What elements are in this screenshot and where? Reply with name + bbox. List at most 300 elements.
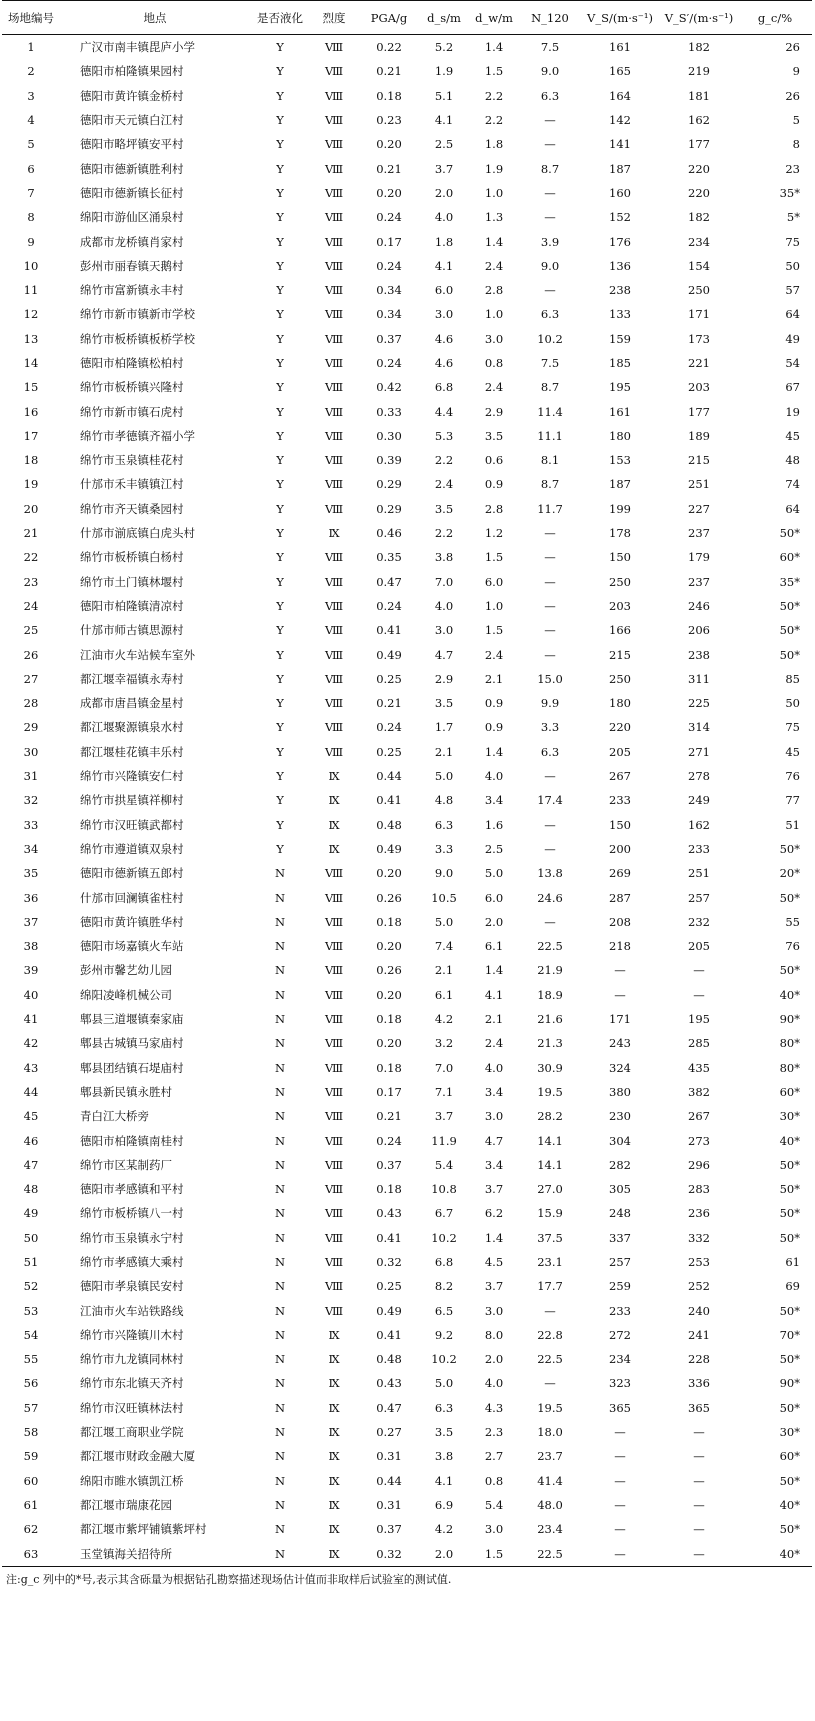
table-cell: Ⅷ	[324, 1279, 344, 1294]
table-cell: 1.0	[484, 307, 504, 322]
table-cell: 28	[23, 696, 39, 711]
table-cell: 彭州市丽春镇天鹅村	[80, 258, 184, 273]
table-cell: 257	[688, 890, 710, 905]
table-cell: 435	[688, 1060, 710, 1075]
table-cell: 5	[27, 137, 35, 152]
table-cell: 9.0	[540, 64, 560, 79]
table-cell: 0.29	[376, 477, 402, 492]
table-cell: 0.41	[376, 623, 402, 638]
table-cell: 德阳市孝泉镇民安村	[80, 1279, 184, 1294]
table-cell: 28.2	[537, 1109, 563, 1124]
table-cell: 0.35	[376, 550, 402, 565]
table-row	[2, 1323, 812, 1347]
table-cell: 17	[23, 428, 39, 443]
table-cell: N	[274, 1182, 286, 1197]
table-cell: 德阳市德新镇胜利村	[80, 161, 184, 176]
table-cell: 27	[23, 671, 39, 686]
table-cell: 69	[785, 1279, 800, 1294]
table-cell: 1.8	[434, 234, 454, 249]
table-cell: 2.2	[484, 88, 504, 103]
table-cell: 23	[23, 574, 39, 589]
table-row	[2, 1541, 812, 1566]
table-cell: 10.2	[537, 331, 563, 346]
table-cell: 3.0	[434, 623, 454, 638]
table-cell: 0.20	[376, 866, 402, 881]
table-cell: 2.1	[434, 744, 454, 759]
table-cell: 50*	[779, 1400, 800, 1415]
table-cell: N	[274, 1133, 286, 1148]
table-cell: 2.0	[484, 914, 504, 929]
table-cell: 3.0	[434, 307, 454, 322]
table-cell: 296	[688, 1157, 710, 1172]
table-cell: 230	[609, 1109, 631, 1124]
table-row	[2, 278, 812, 302]
table-cell: 50	[23, 1230, 39, 1245]
table-cell: 绵竹市齐天镇桑园村	[80, 501, 184, 516]
table-cell: 332	[688, 1230, 710, 1245]
table-cell: 4.6	[434, 331, 454, 346]
table-row	[2, 667, 812, 691]
table-cell: 26	[785, 40, 800, 55]
table-cell: 0.30	[376, 428, 402, 443]
table-cell: 6.8	[434, 380, 454, 395]
table-cell: 德阳市柏隆镇果园村	[80, 64, 184, 79]
table-cell: 21.9	[537, 963, 563, 978]
table-cell: Ⅸ	[328, 841, 340, 856]
table-cell: N	[274, 1449, 286, 1464]
table-cell: 26	[23, 647, 39, 662]
table-cell: 德阳市柏隆镇南桂村	[80, 1133, 184, 1148]
table-cell: 0.48	[376, 1352, 402, 1367]
table-cell: 40*	[779, 1497, 800, 1512]
table-cell: 6.5	[434, 1303, 454, 1318]
table-cell: 203	[688, 380, 710, 395]
table-cell: 青白江大桥旁	[80, 1109, 149, 1124]
table-cell: 2.4	[484, 1036, 504, 1051]
table-row	[2, 715, 812, 739]
table-cell: —	[544, 283, 556, 298]
table-cell: 6.7	[434, 1206, 454, 1221]
table-row	[2, 1420, 812, 1444]
table-cell: 都江堰市财政金融大厦	[80, 1449, 195, 1464]
table-cell: 2.8	[484, 501, 504, 516]
table-cell: 8	[792, 137, 800, 152]
table-cell: 绵竹市孝感镇大乘村	[80, 1254, 184, 1269]
table-cell: 166	[609, 623, 631, 638]
table-row	[2, 1444, 812, 1468]
table-cell: Ⅷ	[324, 64, 344, 79]
table-cell: Ⅷ	[324, 574, 344, 589]
table-cell: 85	[785, 671, 800, 686]
table-cell: 177	[688, 137, 710, 152]
table-cell: 广汉市南丰镇毘庐小学	[80, 40, 195, 55]
table-cell: 德阳市德新镇长征村	[80, 185, 184, 200]
table-cell: 1.3	[484, 210, 504, 225]
table-row	[2, 1396, 812, 1420]
table-cell: 233	[688, 841, 710, 856]
table-cell: 47	[23, 1157, 39, 1172]
column-header: N_120	[520, 1, 580, 35]
table-cell: 23.4	[537, 1522, 563, 1537]
table-cell: 4.4	[434, 404, 454, 419]
table-cell: 285	[688, 1036, 710, 1051]
table-cell: Ⅷ	[324, 987, 344, 1002]
table-cell: 5.0	[434, 1376, 454, 1391]
table-cell: —	[693, 1425, 705, 1440]
table-row	[2, 1371, 812, 1395]
table-row	[2, 399, 812, 423]
table-cell: 0.42	[376, 380, 402, 395]
table-cell: 0.18	[376, 88, 402, 103]
table-cell: 2.0	[420, 1541, 468, 1566]
table-cell: 154	[688, 258, 710, 273]
table-cell: 267	[609, 769, 631, 784]
table-cell: Ⅷ	[324, 1012, 344, 1027]
table-cell: 150	[609, 550, 631, 565]
table-cell: 32	[23, 793, 39, 808]
table-cell: 德阳市柏隆镇松柏村	[80, 356, 184, 370]
table-cell: 3.3	[434, 841, 454, 856]
table-cell: 6.0	[434, 283, 454, 298]
table-cell: 46	[23, 1133, 39, 1148]
table-row	[2, 132, 812, 156]
table-cell: 90*	[779, 1376, 800, 1391]
table-row	[2, 934, 812, 958]
table-cell: 绵竹市板桥镇兴隆村	[80, 380, 184, 395]
table-cell: 0.23	[376, 113, 402, 128]
table-cell: 14	[23, 356, 39, 370]
table-cell: 0.32	[376, 1254, 402, 1269]
table-cell: N	[274, 1352, 286, 1367]
table-cell: 绵竹市孝德镇齐福小学	[80, 428, 195, 443]
table-cell: 2.1	[484, 671, 504, 686]
table-cell: 40*	[779, 987, 800, 1002]
table-cell: 8	[27, 210, 35, 225]
column-header: 场地编号	[2, 1, 60, 35]
table-cell: 337	[609, 1230, 631, 1245]
table-cell: 23	[785, 161, 800, 176]
table-cell: 0.43	[376, 1376, 402, 1391]
table-cell: 59	[23, 1449, 39, 1464]
table-cell: Y	[276, 380, 284, 395]
table-cell: 6.3	[434, 817, 454, 832]
table-cell: N	[274, 890, 286, 905]
table-cell: N	[274, 1425, 286, 1440]
table-cell: 50*	[779, 598, 800, 613]
table-cell: 0.29	[376, 501, 402, 516]
table-cell: 215	[688, 453, 710, 468]
table-cell: Ⅸ	[328, 793, 340, 808]
table-cell: N	[274, 914, 286, 929]
table-cell: Ⅷ	[324, 258, 344, 273]
table-cell: 17.4	[537, 793, 563, 808]
table-row	[2, 521, 812, 545]
table-cell: 绵竹市拱星镇祥柳村	[80, 793, 184, 808]
table-cell: 绵竹市汉旺镇林法村	[80, 1400, 184, 1415]
table-cell: —	[544, 550, 556, 565]
table-cell: 2.7	[484, 1449, 504, 1464]
table-row	[2, 813, 812, 837]
table-cell: 182	[688, 40, 710, 55]
table-cell: 3.7	[484, 1279, 504, 1294]
table-cell: 57	[23, 1400, 39, 1415]
table-cell: 4.0	[434, 598, 454, 613]
table-cell: 165	[609, 64, 631, 79]
table-cell: 0.37	[376, 1522, 402, 1537]
table-cell: 0.44	[376, 1473, 402, 1488]
table-cell: 3.4	[484, 793, 504, 808]
table-cell: 0.37	[376, 331, 402, 346]
table-cell: 1.4	[484, 40, 504, 55]
table-cell: —	[544, 137, 556, 152]
table-cell: 25	[23, 623, 39, 638]
table-cell: Y	[276, 841, 284, 856]
table-cell: Y	[276, 623, 284, 638]
table-cell: 21.3	[537, 1036, 563, 1051]
table-row	[2, 1128, 812, 1152]
table-cell: 20*	[779, 866, 800, 881]
table-row	[2, 302, 812, 326]
table-cell: 61	[785, 1254, 800, 1269]
table-cell: 31	[23, 769, 39, 784]
table-cell: Y	[276, 453, 284, 468]
table-cell: 237	[688, 574, 710, 589]
table-cell: —	[544, 1376, 556, 1391]
table-cell: 30*	[779, 1109, 800, 1124]
table-cell: 1.9	[434, 64, 454, 79]
table-cell: Ⅷ	[324, 671, 344, 686]
table-row	[2, 740, 812, 764]
table-cell: 55	[785, 914, 800, 929]
table-cell: 133	[609, 307, 631, 322]
table-cell: 336	[688, 1376, 710, 1391]
table-cell: 3	[27, 88, 35, 103]
table-cell: 6.1	[434, 987, 454, 1002]
table-row	[2, 1298, 812, 1322]
table-cell: 42	[23, 1036, 39, 1051]
table-cell: 江油市火车站候车室外	[80, 647, 195, 662]
table-cell: 48	[23, 1182, 39, 1197]
table-cell: 5.0	[484, 866, 504, 881]
table-cell: 17.7	[537, 1279, 563, 1294]
table-cell: 80*	[779, 1060, 800, 1075]
table-cell: 365	[688, 1400, 710, 1415]
table-cell: 5.4	[434, 1157, 454, 1172]
table-cell: 都江堰桂花镇丰乐村	[80, 744, 184, 759]
table-cell: 0.25	[376, 671, 402, 686]
table-cell: 4.1	[434, 1473, 454, 1488]
table-cell: 251	[688, 477, 710, 492]
table-row	[2, 424, 812, 448]
table-cell: 4.1	[434, 113, 454, 128]
table-cell: N	[274, 1327, 286, 1342]
table-cell: Ⅸ	[328, 526, 340, 541]
table-row	[2, 448, 812, 472]
table-cell: 0.24	[376, 356, 402, 370]
table-cell: 177	[688, 404, 710, 419]
table-cell: 70*	[779, 1327, 800, 1342]
table-cell: 3.9	[540, 234, 560, 249]
table-cell: 3.5	[434, 696, 454, 711]
table-cell: 225	[688, 696, 710, 711]
table-cell: 绵竹市板桥镇八一村	[80, 1206, 184, 1221]
table-cell: 都江堰工商职业学院	[80, 1425, 184, 1440]
table-cell: Ⅸ	[328, 1327, 340, 1342]
table-cell: 164	[609, 88, 631, 103]
table-cell: 153	[609, 453, 631, 468]
table-cell: 0.39	[376, 453, 402, 468]
table-row	[2, 1226, 812, 1250]
table-cell: 3.5	[434, 1425, 454, 1440]
table-cell: 0.20	[376, 137, 402, 152]
table-cell: 50	[785, 258, 800, 273]
table-cell: 75	[785, 720, 800, 735]
table-row	[2, 351, 812, 375]
table-cell: —	[660, 1541, 738, 1566]
table-cell: 0.21	[376, 696, 402, 711]
table-cell: 50*	[779, 647, 800, 662]
table-cell: 0.37	[376, 1157, 402, 1172]
table-cell: 13.8	[537, 866, 563, 881]
table-cell: 1.5	[484, 64, 504, 79]
table-cell: —	[614, 1473, 626, 1488]
table-cell: 0.31	[376, 1497, 402, 1512]
table-cell: 绵竹市玉泉镇桂花村	[80, 453, 184, 468]
table-cell: 8.7	[540, 477, 560, 492]
table-cell: 9	[27, 234, 35, 249]
table-cell: Ⅷ	[324, 1133, 344, 1148]
table-cell: 0.24	[376, 1133, 402, 1148]
table-cell: 0.6	[484, 453, 504, 468]
table-cell: —	[544, 574, 556, 589]
table-cell: Ⅷ	[324, 1303, 344, 1318]
table-cell: 0.24	[376, 210, 402, 225]
table-cell: 22.5	[520, 1541, 580, 1566]
table-cell: 0.18	[376, 914, 402, 929]
table-cell: 233	[609, 793, 631, 808]
column-header: V_S/(m·s⁻¹)	[580, 1, 660, 35]
table-cell: Ⅸ	[328, 769, 340, 784]
table-cell: Ⅷ	[324, 1254, 344, 1269]
table-row	[2, 108, 812, 132]
table-cell: 0.8	[484, 356, 504, 370]
table-cell: 2.4	[484, 258, 504, 273]
table-cell: 50*	[779, 1473, 800, 1488]
table-cell: 什邡市湔底镇白虎头村	[80, 526, 195, 541]
table-cell: 2.9	[484, 404, 504, 419]
table-cell: Ⅷ	[324, 234, 344, 249]
table-cell: 45	[785, 744, 800, 759]
table-cell: 什邡市师古镇思源村	[80, 623, 184, 638]
table-cell: 54	[23, 1327, 39, 1342]
table-cell: 48	[785, 453, 800, 468]
table-cell: 德阳市柏隆镇清凉村	[80, 598, 184, 613]
table-cell: 365	[609, 1400, 631, 1415]
table-cell: 6.0	[484, 890, 504, 905]
table-cell: Ⅷ	[324, 185, 344, 200]
table-cell: 282	[609, 1157, 631, 1172]
table-cell: Y	[276, 283, 284, 298]
table-cell: Ⅸ	[328, 1352, 340, 1367]
table-cell: 40*	[738, 1541, 812, 1566]
table-cell: Ⅷ	[324, 380, 344, 395]
table-cell: 1.6	[484, 817, 504, 832]
table-cell: 257	[609, 1254, 631, 1269]
column-header: V_S′/(m·s⁻¹)	[660, 1, 738, 35]
table-cell: 50*	[779, 890, 800, 905]
table-cell: 21	[23, 526, 39, 541]
table-cell: 6.3	[540, 88, 560, 103]
table-cell: Y	[276, 671, 284, 686]
table-cell: —	[580, 1541, 660, 1566]
table-cell: 绵竹市富新镇永丰村	[80, 283, 184, 298]
table-cell: 159	[609, 331, 631, 346]
table-cell: 0.8	[484, 1473, 504, 1488]
table-cell: 0.18	[376, 1060, 402, 1075]
table-cell: Ⅷ	[324, 939, 344, 954]
table-cell: 60*	[779, 1449, 800, 1464]
table-cell: 绵竹市土门镇林堰村	[80, 574, 184, 589]
table-cell: 76	[785, 769, 800, 784]
table-cell: 9	[792, 64, 800, 79]
table-cell: 0.17	[376, 1084, 402, 1099]
table-cell: 380	[609, 1084, 631, 1099]
table-cell: 3.7	[484, 1182, 504, 1197]
table-cell: Ⅷ	[324, 88, 344, 103]
table-cell: 6.3	[540, 744, 560, 759]
table-cell: Y	[276, 647, 284, 662]
table-cell: 205	[688, 939, 710, 954]
table-cell: 绵竹市遵道镇双泉村	[80, 841, 184, 856]
table-cell: 90*	[779, 1012, 800, 1027]
table-cell: 30.9	[537, 1060, 563, 1075]
table-cell: 0.34	[376, 283, 402, 298]
table-cell: 40	[23, 987, 39, 1002]
table-cell: 173	[688, 331, 710, 346]
table-cell: 7.5	[540, 356, 560, 370]
table-cell: 3.4	[484, 1084, 504, 1099]
table-cell: 250	[609, 574, 631, 589]
table-cell: 2.3	[484, 1425, 504, 1440]
table-cell: 8.7	[540, 380, 560, 395]
table-cell: 0.25	[376, 744, 402, 759]
table-cell: 1.4	[484, 963, 504, 978]
table-cell: Ⅷ	[324, 890, 344, 905]
table-cell: 1.8	[484, 137, 504, 152]
table-cell: N	[274, 1254, 286, 1269]
table-row	[2, 1274, 812, 1298]
table-cell: 绵竹市新市镇石虎村	[80, 404, 184, 419]
table-cell: 182	[688, 210, 710, 225]
table-cell: 绵竹市新市镇新市学校	[80, 307, 195, 322]
table-cell: Y	[276, 550, 284, 565]
table-cell: 0.9	[484, 696, 504, 711]
table-cell: 7.5	[540, 40, 560, 55]
table-cell: 50*	[779, 1303, 800, 1318]
table-row	[2, 885, 812, 909]
table-cell: 11.7	[537, 501, 563, 516]
table-cell: 2.0	[484, 1352, 504, 1367]
table-cell: 0.46	[376, 526, 402, 541]
table-cell: 4.5	[484, 1254, 504, 1269]
table-cell: 8.2	[434, 1279, 454, 1294]
table-cell: 郫县三道堰镇秦家庙	[80, 1012, 184, 1027]
table-cell: 9.0	[434, 866, 454, 881]
table-cell: 30*	[779, 1425, 800, 1440]
table-cell: —	[544, 598, 556, 613]
table-cell: Ⅸ	[328, 1522, 340, 1537]
table-cell: 0.41	[376, 1327, 402, 1342]
